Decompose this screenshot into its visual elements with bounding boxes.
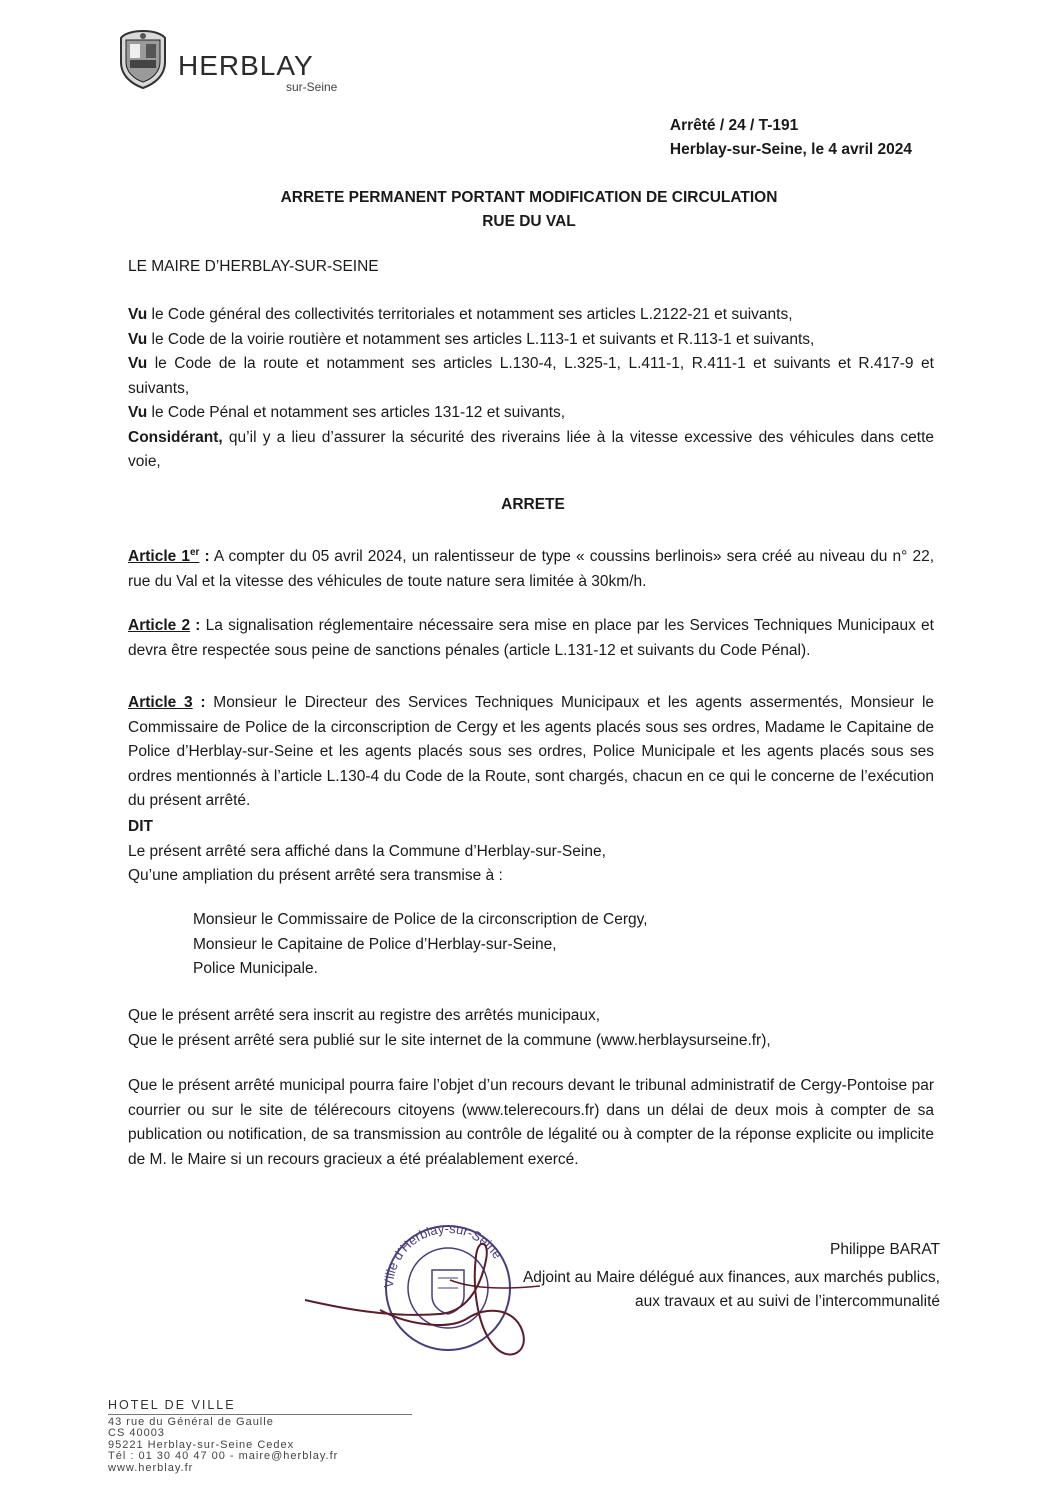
decree-number: Arrêté / 24 / T-191 xyxy=(669,117,799,134)
footer-line: 95221 Herblay-sur-Seine Cedex xyxy=(108,1438,295,1451)
recipient-item: Monsieur le Capitaine de Police d’Herblay-sur-Seine, xyxy=(193,935,557,953)
recipient-item: Police Municipale. xyxy=(193,960,318,977)
svg-text:Ville d’Herblay-sur-Seine: Ville d’Herblay-sur-Seine xyxy=(380,1220,506,1289)
considerations xyxy=(128,303,934,475)
decree-place-date: Herblay-sur-Seine, le 4 avril 2024 xyxy=(669,141,912,158)
publication-line: Que le présent arrêté sera publié sur le site internet de la commune (www.herblaysurseine.fr), xyxy=(128,1031,771,1049)
consideration-item xyxy=(128,303,934,328)
consideration-item xyxy=(128,426,934,475)
appeal-notice: Que le présent arrêté municipal pourra faire l’objet d’un recours devant le tribunal administratif de Cergy-Pontoise par courrier ou sur le site de télérecours citoyens (www.telerecours.fr) dans un délai de deux mois à compter de sa publication ou notification, de sa transmission au contrôle de légalité ou à compter de la réponse explicite ou implicite de M. le Maire si un recours gracieux a été préalablement exercé. xyxy=(128,1077,934,1168)
title-line-1: ARRETE PERMANENT PORTANT MODIFICATION DE CIRCULATION xyxy=(280,189,778,206)
consideration-lead: Vu xyxy=(128,330,148,348)
logo-name: HERBLAY xyxy=(178,50,314,81)
dit-line: Qu’une ampliation du présent arrêté sera transmise à : xyxy=(128,867,503,884)
footer-line: Tél : 01 30 40 47 00 - maire@herblay.fr xyxy=(108,1450,339,1462)
recipient-item: Monsieur le Commissaire de Police de la circonscription de Cergy, xyxy=(193,911,648,928)
signatory-role xyxy=(380,1266,940,1314)
document-title xyxy=(0,186,1058,234)
article-text: A compter du 05 avril 2024, un ralentisseur de type « coussins berlinois» sera créé au niveau du n° 22, rue du Val et la vitesse des véhicules de toute nature sera limitée à 30km/h. xyxy=(128,548,934,590)
article-text: La signalisation réglementaire nécessaire sera mise en place par les Services Techniques Municipaux et devra être respectée sous peine de sanctions pénales (article L.131-12 et suivants du Code Pénal). xyxy=(128,617,934,659)
decree-reference xyxy=(670,114,912,162)
footer-address xyxy=(108,1400,338,1474)
city-logo xyxy=(116,28,356,98)
publication-section xyxy=(128,1004,934,1053)
footer-line: 43 rue du Général de Gaulle xyxy=(108,1415,274,1428)
consideration-text: le Code général des collectivités territoriales et notamment ses articles L.2122-21 et suivants, xyxy=(147,306,793,323)
article-1 xyxy=(128,541,934,594)
article-2 xyxy=(128,614,934,663)
article-label: Article 1er xyxy=(128,547,200,566)
authority-heading: LE MAIRE D’HERBLAY-SUR-SEINE xyxy=(128,258,379,275)
footer-line: www.herblay.fr xyxy=(108,1461,194,1474)
coat-of-arms-icon xyxy=(116,28,170,90)
consideration-text: qu’il y a lieu d’assurer la sécurité des riverains liée à la vitesse excessive des véhicules dans cette voie, xyxy=(128,428,934,470)
consideration-text: le Code Pénal et notamment ses articles 131-12 et suivants, xyxy=(147,404,566,421)
signatory-role-line: Adjoint au Maire délégué aux finances, aux marchés publics, xyxy=(522,1269,940,1286)
article-separator: : xyxy=(190,617,201,634)
recipients-list xyxy=(193,908,648,982)
title-line-2: RUE DU VAL xyxy=(482,213,576,230)
article-text: Monsieur le Directeur des Services Techniques Municipaux et les agents assermentés, Monsieur le Commissaire de Police de la circonscription de Cergy et les agents placés sous ses ordres, Madame le Capitaine de Police d’Herblay-sur-Seine et les agents placés sous ses ordres, Police Municipale et les agents placés sous ses ordres mentionnés à l’article L.130-4 du Code de la Route, sont chargés, chacun en ce qui le concerne de l’exécution du présent arrêté. xyxy=(128,694,935,809)
consideration-lead: Considérant, xyxy=(128,428,223,446)
article-separator: : xyxy=(199,548,210,566)
article-separator: : xyxy=(192,694,206,711)
dit-section xyxy=(128,815,934,889)
consideration-lead: Vu xyxy=(128,306,148,323)
publication-line: Que le présent arrêté sera inscrit au registre des arrêtés municipaux, xyxy=(128,1007,601,1024)
footer-heading: HOTEL DE VILLE xyxy=(108,1398,236,1412)
consideration-lead: Vu xyxy=(128,404,148,421)
consideration-item xyxy=(128,401,934,426)
consideration-item xyxy=(128,352,934,401)
signatory-name: Philippe BARAT xyxy=(830,1241,940,1258)
consideration-text: le Code de la route et notamment ses articles L.130-4, L.325-1, L.411-1, R.411-1 et suivants et R.417-9 et suivants, xyxy=(128,355,934,397)
dit-heading: DIT xyxy=(128,818,153,835)
logo-subtitle: sur-Seine xyxy=(286,80,338,94)
arrete-heading: ARRETE xyxy=(501,496,565,513)
consideration-lead: Vu xyxy=(128,355,148,372)
article-3 xyxy=(128,691,934,814)
signatory-role-line: aux travaux et au suivi de l’intercommunalité xyxy=(635,1293,940,1310)
article-label: Article 3 xyxy=(128,694,193,711)
dit-line: Le présent arrêté sera affiché dans la Commune d’Herblay-sur-Seine, xyxy=(128,842,606,860)
footer-line: CS 40003 xyxy=(108,1427,165,1439)
consideration-text: le Code de la voirie routière et notamment ses articles L.113-1 et suivants et R.113-1 et suivants, xyxy=(147,330,815,348)
consideration-item xyxy=(128,328,934,353)
article-label: Article 2 xyxy=(128,617,191,634)
